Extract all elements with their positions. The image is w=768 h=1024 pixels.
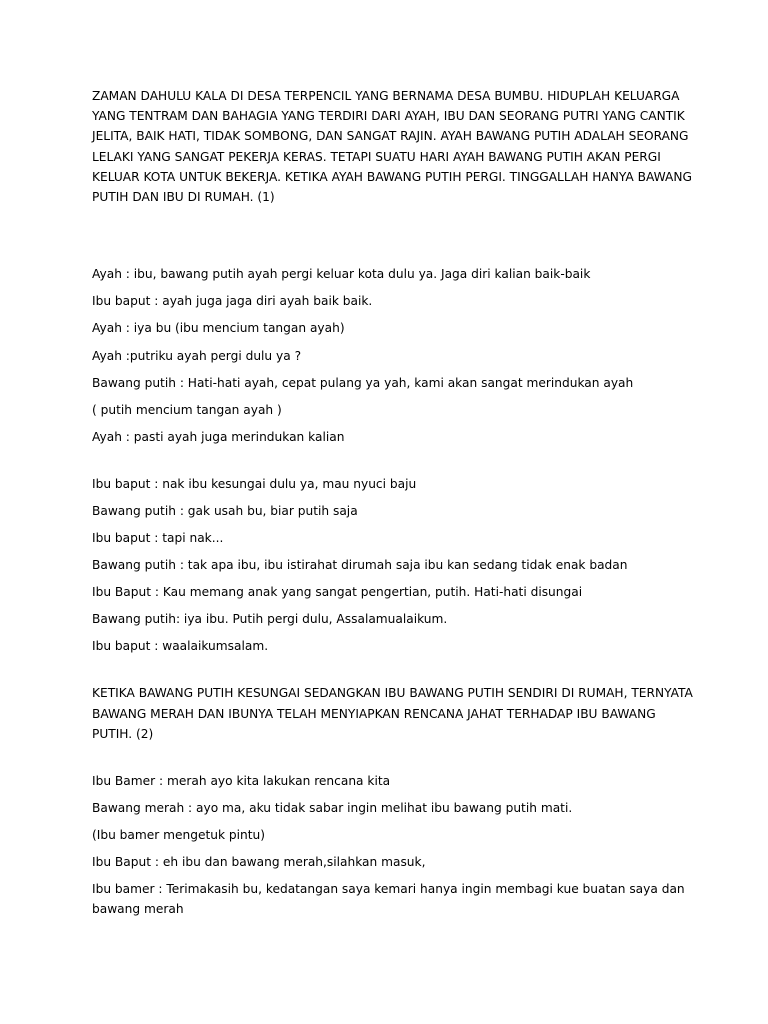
dialogue-line-continued: bawang merah [92, 902, 184, 917]
narration-paragraph-2 [92, 683, 693, 744]
dialogue-line: Ayah : pasti ayah juga merindukan kalian [92, 429, 345, 444]
dialogue-line: Ibu baput : nak ibu kesungai dulu ya, mau nyuci baju [92, 476, 417, 491]
dialogue-line: Ayah :putriku ayah pergi dulu ya ? [92, 348, 302, 363]
narration-line: PUTIH DAN IBU DI RUMAH. (1) [92, 190, 275, 205]
narration-line: KELUAR KOTA UNTUK BEKERJA. KETIKA AYAH BAWANG PUTIH PERGI. TINGGALLAH HANYA BAWANG [92, 169, 692, 184]
dialogue-line: Bawang putih: iya ibu. Putih pergi dulu, Assalamualaikum. [92, 612, 448, 627]
dialogue-line: Ibu Bamer : merah ayo kita lakukan rencana kita [92, 773, 391, 788]
dialogue-line: Bawang putih : Hati-hati ayah, cepat pulang ya yah, kami akan sangat merindukan ayah [92, 375, 634, 390]
dialogue-section-2 [92, 474, 684, 657]
narration-paragraph-1 [92, 86, 692, 207]
dialogue-line: Bawang putih : tak apa ibu, ibu istirahat dirumah saja ibu kan sedang tidak enak badan [92, 558, 628, 573]
narration-line: BAWANG MERAH DAN IBUNYA TELAH MENYIAPKAN RENCANA JAHAT TERHADAP IBU BAWANG [92, 706, 656, 721]
dialogue-line: Ibu baput : ayah juga jaga diri ayah baik baik. [92, 294, 373, 309]
dialogue-line: Ayah : ibu, bawang putih ayah pergi keluar kota dulu ya. Jaga diri kalian baik-baik [92, 267, 591, 282]
stage-direction-line: ( putih mencium tangan ayah ) [92, 402, 282, 417]
dialogue-line: Ibu Baput : Kau memang anak yang sangat pengertian, putih. Hati-hati disungai [92, 585, 583, 600]
narration-line: ZAMAN DAHULU KALA DI DESA TERPENCIL YANG BERNAMA DESA BUMBU. HIDUPLAH KELUARGA [92, 89, 680, 103]
dialogue-line: Bawang putih : gak usah bu, biar putih saja [92, 503, 358, 518]
dialogue-line: Bawang merah : ayo ma, aku tidak sabar ingin melihat ibu bawang putih mati. [92, 801, 573, 816]
narration-line: YANG TENTRAM DAN BAHAGIA YANG TERDIRI DARI AYAH, IBU DAN SEORANG PUTRI YANG CANTIK [92, 109, 685, 124]
dialogue-line: Ibu baput : tapi nak... [92, 530, 224, 545]
dialogue-section-3 [92, 771, 684, 919]
dialogue-line: Ayah : iya bu (ibu mencium tangan ayah) [92, 321, 345, 336]
dialogue-line: Ibu bamer : Terimakasih bu, kedatangan saya kemari hanya ingin membagi kue buatan saya dan [92, 882, 685, 897]
narration-line: JELITA, BAIK HATI, TIDAK SOMBONG, DAN SANGAT RAJIN. AYAH BAWANG PUTIH ADALAH SEORANG [92, 129, 689, 144]
stage-direction-line: (Ibu bamer mengetuk pintu) [92, 828, 266, 843]
dialogue-line: Ibu baput : waalaikumsalam. [92, 639, 269, 654]
narration-line: PUTIH. (2) [92, 726, 154, 741]
narration-line: KETIKA BAWANG PUTIH KESUNGAI SEDANGKAN IBU BAWANG PUTIH SENDIRI DI RUMAH, TERNYATA [92, 686, 693, 701]
dialogue-section-1 [92, 264, 684, 447]
dialogue-line: Ibu Baput : eh ibu dan bawang merah,silahkan masuk, [92, 855, 426, 870]
narration-line: LELAKI YANG SANGAT PEKERJA KERAS. TETAPI SUATU HARI AYAH BAWANG PUTIH AKAN PERGI [92, 149, 661, 164]
